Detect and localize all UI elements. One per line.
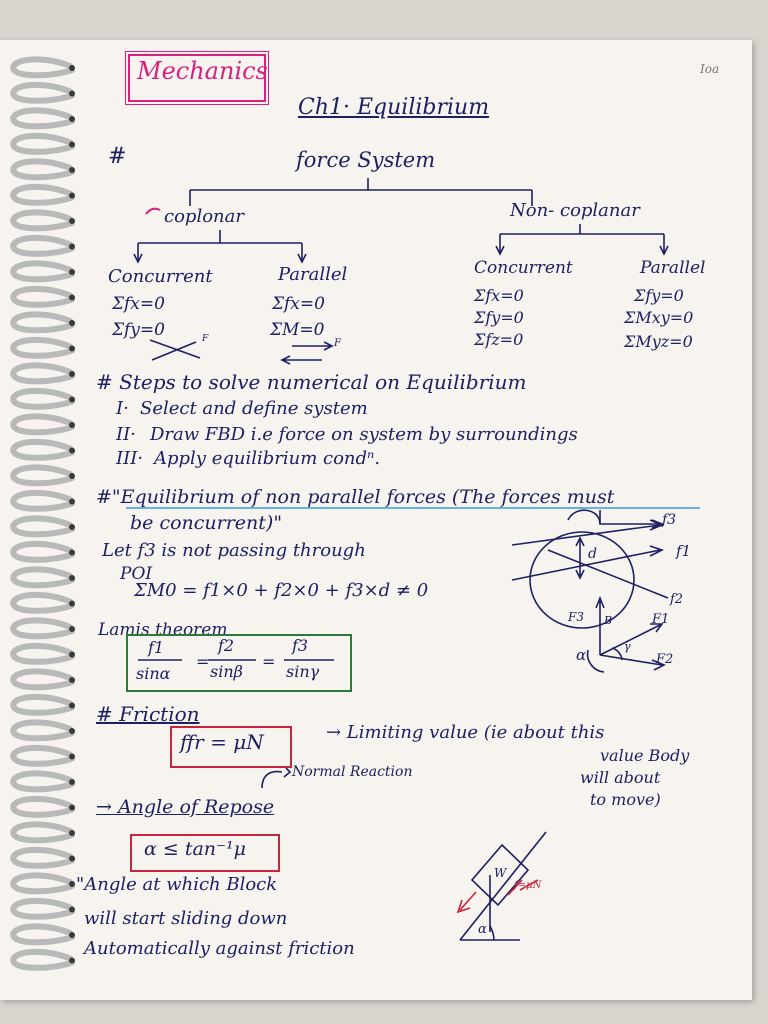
repose-desc-2: will start sliding down [84,908,288,929]
lamis-eq-1: = [196,652,210,671]
step-3-num: III· [116,448,144,469]
step-1-num: I· [116,398,129,419]
coplanar-parallel-eq2: ΣM=0 [270,320,325,340]
lamis-den-3: sinγ [286,662,320,681]
force-system-label: force System [296,148,436,172]
step-3-text: Apply equilibrium condⁿ. [154,448,381,469]
friction-heading: # Friction [96,702,200,726]
step-2-num: II· [116,424,136,445]
friction-note-4: to move) [590,790,661,809]
diagram-f1-label: f1 [676,542,692,560]
chapter-heading: Ch1· Equilibrium [298,95,490,120]
lamis-num-3: f3 [292,636,309,655]
step-2-text: Draw FBD i.e force on system by surroundings [150,424,578,445]
coplanar-concurrent-arrow-label: F [202,334,209,344]
repose-heading: → Angle of Repose [96,796,275,818]
coplanar-concurrent-eq2: Σfy=0 [112,320,165,340]
coplanar-concurrent-label: Concurrent [108,266,213,287]
noncoplanar-parallel-eq3: ΣMyz=0 [624,332,693,351]
coplanar-parallel-eq1: Σfx=0 [272,294,325,314]
nonparallel-heading-2: be concurrent)" [130,512,283,534]
incline-block-label: W [494,866,507,880]
repose-desc-3: Automatically against friction [84,938,355,959]
coplanar-concurrent-eq1: Σfx=0 [112,294,165,314]
moment-equation: ΣM0 = f1×0 + f2×0 + f3×d ≠ 0 [134,580,429,601]
step-1-text: Select and define system [140,398,368,419]
friction-formula: ffr = μN [180,730,264,754]
repose-desc-1: "Angle at which Block [76,874,278,895]
lamis-den-1: sinα [136,664,171,683]
noncoplanar-parallel-eq2: ΣMxy=0 [624,308,694,327]
steps-heading: # Steps to solve numerical on Equilibrium [96,370,527,394]
noncoplanar-concurrent-eq1: Σfx=0 [474,286,524,305]
coplanar-parallel-arrow-label: F [334,338,341,349]
diagram-d-label: d [588,546,597,562]
lamis-diagram-f2: F2 [656,652,674,667]
coplanar-parallel-label: Parallel [278,264,348,285]
nonparallel-heading-1: #"Equilibrium of non parallel forces (The forces must [96,486,615,508]
noncoplanar-parallel-label: Parallel [640,258,706,278]
nonparallel-line-1: Let f3 is not passing through [102,540,366,561]
noncoplanar-parallel-eq1: Σfy=0 [634,286,684,305]
page-title: Mechanics [137,57,268,85]
normal-reaction-label: Normal Reaction [292,764,413,780]
hash-mark: # [108,144,127,169]
lamis-den-2: sinβ [210,662,243,681]
noncoplanar-concurrent-eq2: Σfy=0 [474,308,524,327]
friction-note-2: value Body [600,746,690,765]
corner-mark: Ioa [700,62,720,76]
incline-force-label: f=μN [514,880,542,891]
non-coplanar-label: Non- coplanar [510,200,640,221]
noncoplanar-concurrent-eq3: Σfz=0 [474,330,524,349]
diagram-f3-label: f3 [662,512,677,528]
noncoplanar-concurrent-label: Concurrent [474,258,573,278]
lamis-diagram-gamma: γ [624,640,631,653]
friction-note-3: will about [580,768,661,787]
lamis-diagram-f3: F3 [568,610,584,624]
lamis-eq-2: = [262,652,276,671]
nonparallel-line-2: POI [120,564,153,584]
lamis-diagram-f1: F1 [652,612,670,627]
repose-formula: α ≤ tan⁻¹μ [144,838,247,860]
lamis-label: Lamis theorem [98,620,228,640]
coplanar-label: coplonar [164,206,244,227]
friction-note-1: → Limiting value (ie about this [326,722,605,743]
diagram-f2-label: f2 [670,592,684,607]
incline-alpha-label: α [478,922,487,937]
lamis-num-2: f2 [218,636,235,655]
lamis-diagram-beta: B [604,614,613,627]
lamis-num-1: f1 [148,638,165,657]
lamis-diagram-alpha: α [576,646,587,664]
